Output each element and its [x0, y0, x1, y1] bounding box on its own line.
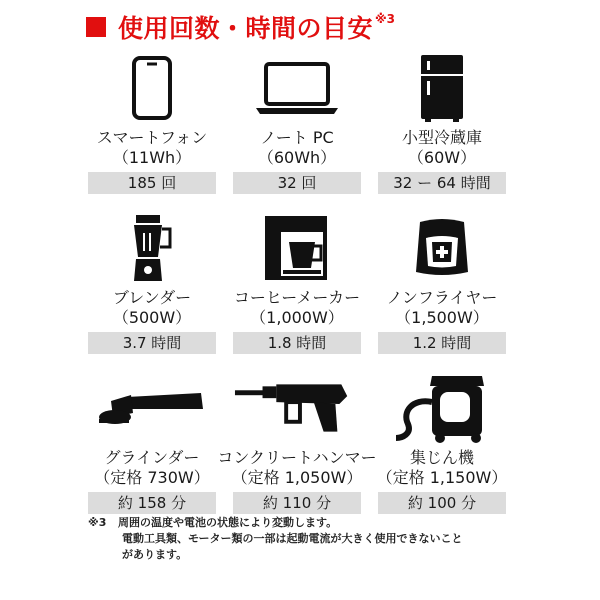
item-smartphone — [88, 50, 216, 194]
item-spec: （1,500W） — [395, 308, 489, 327]
item-value: 3.7 時間 — [88, 332, 216, 354]
item-air-fryer — [378, 210, 506, 354]
section-title: 使用回数・時間の目安 — [118, 14, 374, 43]
footnote-mark: ※3 — [88, 516, 107, 529]
item-value: 約 100 分 — [378, 492, 506, 514]
blender-icon — [128, 213, 176, 283]
item-coffee-maker — [233, 210, 361, 354]
item-refrigerator — [378, 50, 506, 194]
item-concrete-hammer — [217, 370, 377, 514]
refrigerator-icon — [419, 53, 465, 123]
grinder-icon — [97, 383, 207, 433]
red-square-icon — [86, 17, 106, 37]
item-name: グラインダー — [104, 448, 200, 467]
item-value: 約 158 分 — [88, 492, 216, 514]
air-fryer-icon — [410, 216, 474, 280]
item-name: ノート PC — [260, 128, 334, 147]
item-spec: （11Wh） — [112, 148, 192, 167]
item-blender — [88, 210, 216, 354]
item-value: 185 回 — [88, 172, 216, 194]
item-spec: （定格 1,150W） — [376, 468, 508, 487]
smartphone-icon — [132, 56, 172, 120]
footnote — [88, 515, 518, 563]
item-value: 1.8 時間 — [233, 332, 361, 354]
item-spec: （60Wh） — [257, 148, 337, 167]
item-dust-collector — [378, 370, 506, 514]
item-name: 小型冷蔵庫 — [401, 128, 482, 147]
item-laptop — [233, 50, 361, 194]
footnote-line-3: があります。 — [122, 548, 188, 561]
item-spec: （60W） — [407, 148, 477, 167]
item-name: コンクリートハンマー — [217, 448, 377, 467]
item-grinder — [88, 370, 216, 514]
item-name: ブレンダー — [112, 288, 192, 307]
item-name: 集じん機 — [409, 448, 474, 467]
item-spec: （1,000W） — [250, 308, 344, 327]
footnote-line-2: 電動工具類、モーター類の一部は起動電流が大きく使用できないこと — [122, 532, 463, 545]
item-value: 32 回 — [233, 172, 361, 194]
laptop-icon — [252, 60, 342, 116]
item-name: スマートフォン — [96, 128, 208, 147]
item-name: ノンフライヤー — [386, 288, 498, 307]
coffee-maker-icon — [265, 216, 329, 280]
section-header — [86, 12, 395, 42]
dust-collector-icon — [392, 372, 492, 444]
usage-grid — [88, 50, 506, 514]
item-value: 32 ー 64 時間 — [378, 172, 506, 194]
concrete-hammer-icon — [233, 378, 361, 438]
item-value: 1.2 時間 — [378, 332, 506, 354]
footnote-line-1: 周囲の温度や電池の状態により変動します。 — [118, 516, 338, 529]
title-note-mark: ※3 — [375, 12, 396, 26]
item-spec: （定格 730W） — [94, 468, 210, 487]
item-name: コーヒーメーカー — [233, 288, 361, 307]
item-value: 約 110 分 — [233, 492, 361, 514]
item-spec: （定格 1,050W） — [231, 468, 363, 487]
item-spec: （500W） — [112, 308, 192, 327]
